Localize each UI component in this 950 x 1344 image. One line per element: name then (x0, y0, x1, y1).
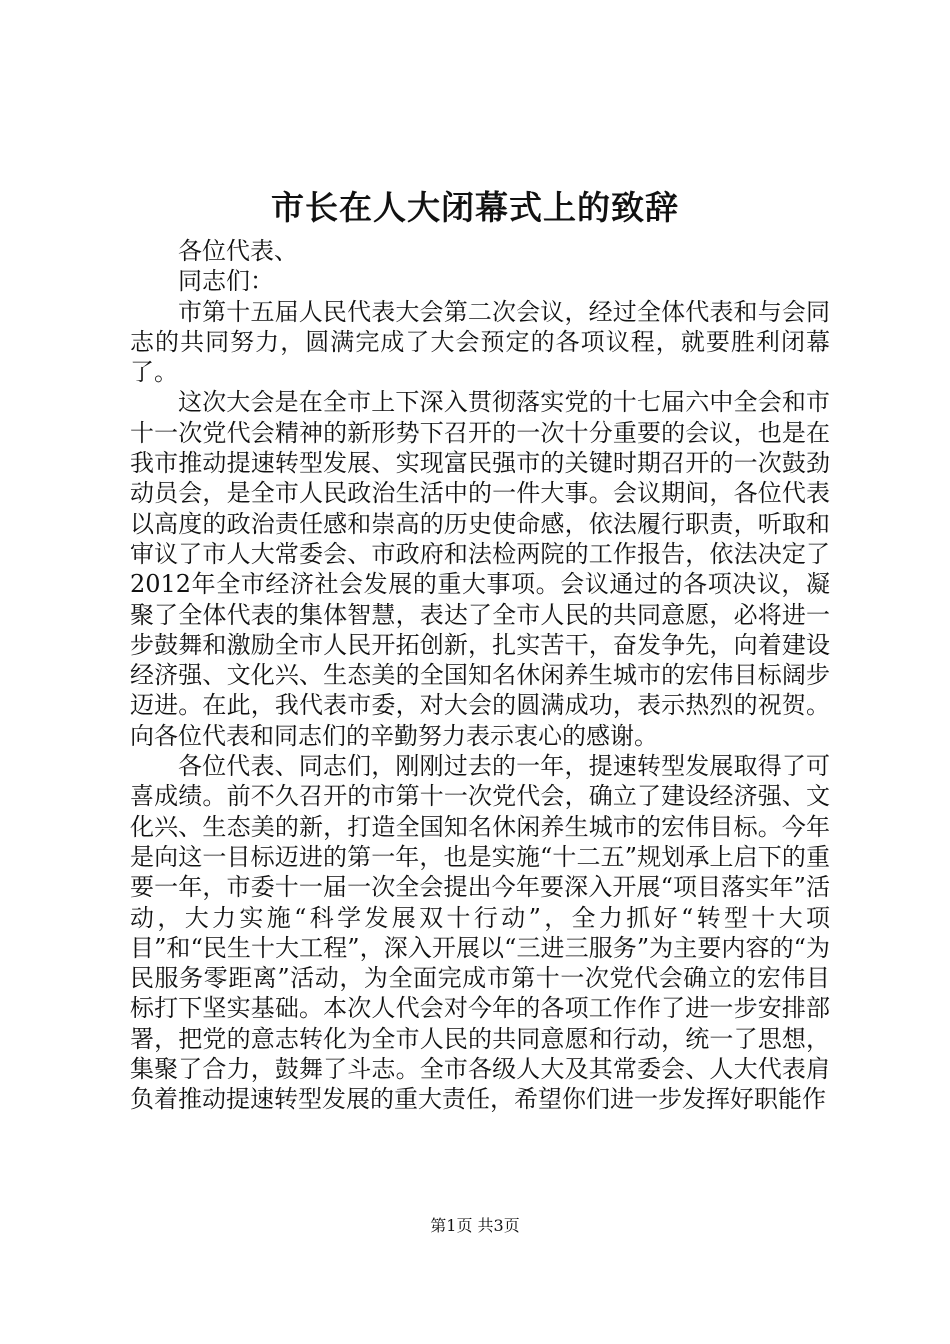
salutation-line: 各位代表、 (178, 237, 298, 265)
document-body (130, 236, 830, 1115)
body-paragraph: 市第十五届人民代表大会第二次会议，经过全体代表和与会同志的共同努力，圆满完成了大会预定的各项议程，就要胜利闭幕了。 (130, 297, 830, 387)
document-title: 市长在人大闭幕式上的致辞 (271, 188, 679, 227)
body-paragraph: 这次大会是在全市上下深入贯彻落实党的十七届六中全会和市十一次党代会精神的新形势下召开的一次十分重要的会议，也是在我市推动提速转型发展、实现富民强市的关键时期召开的一次鼓劲动员会，是全市人民政治生活中的一件大事。会议期间，各位代表以高度的政治责任感和崇高的历史使命感，依法履行职责，听取和审议了市人大常委会、市政府和法检两院的工作报告，依法决定了2012年全市经济社会发展的重大事项。会议通过的各项决议，凝聚了全体代表的集体智慧，表达了全市人民的共同意愿，必将进一步鼓舞和激励全市人民开拓创新，扎实苦干，奋发争先，向着建设经济强、文化兴、生态美的全国知名休闲养生城市的宏伟目标阔步迈进。在此，我代表市委，对大会的圆满成功，表示热烈的祝贺。向各位代表和同志们的辛勤努力表示衷心的感谢。 (130, 388, 830, 750)
body-paragraph: 各位代表、同志们，刚刚过去的一年，提速转型发展取得了可喜成绩。前不久召开的市第十一次党代会，确立了建设经济强、文化兴、生态美的新，打造全国知名休闲养生城市的宏伟目标。今年是向这一目标迈进的第一年，也是实施“十二五”规划承上启下的重要一年，市委十一届一次全会提出今年要深入开展“项目落实年”活动，大力实施“科学发展双十行动”，全力抓好“转型十大项目”和“民生十大工程”，深入开展以“三进三服务”为主要内容的“为民服务零距离”活动，为全面完成市第十一次党代会确立的宏伟目标打下坚实基础。本次人代会对今年的各项工作作了进一步安排部署，把党的意志转化为全市人民的共同意愿和行动，统一了思想，集聚了合力，鼓舞了斗志。全市各级人大及其常委会、人大代表肩负着推动提速转型发展的重大责任，希望你们进一步发挥好职能作 (130, 752, 830, 1114)
salutation-line: 同志们： (178, 267, 274, 296)
page-footer: 第1页 共3页 (430, 1216, 520, 1235)
